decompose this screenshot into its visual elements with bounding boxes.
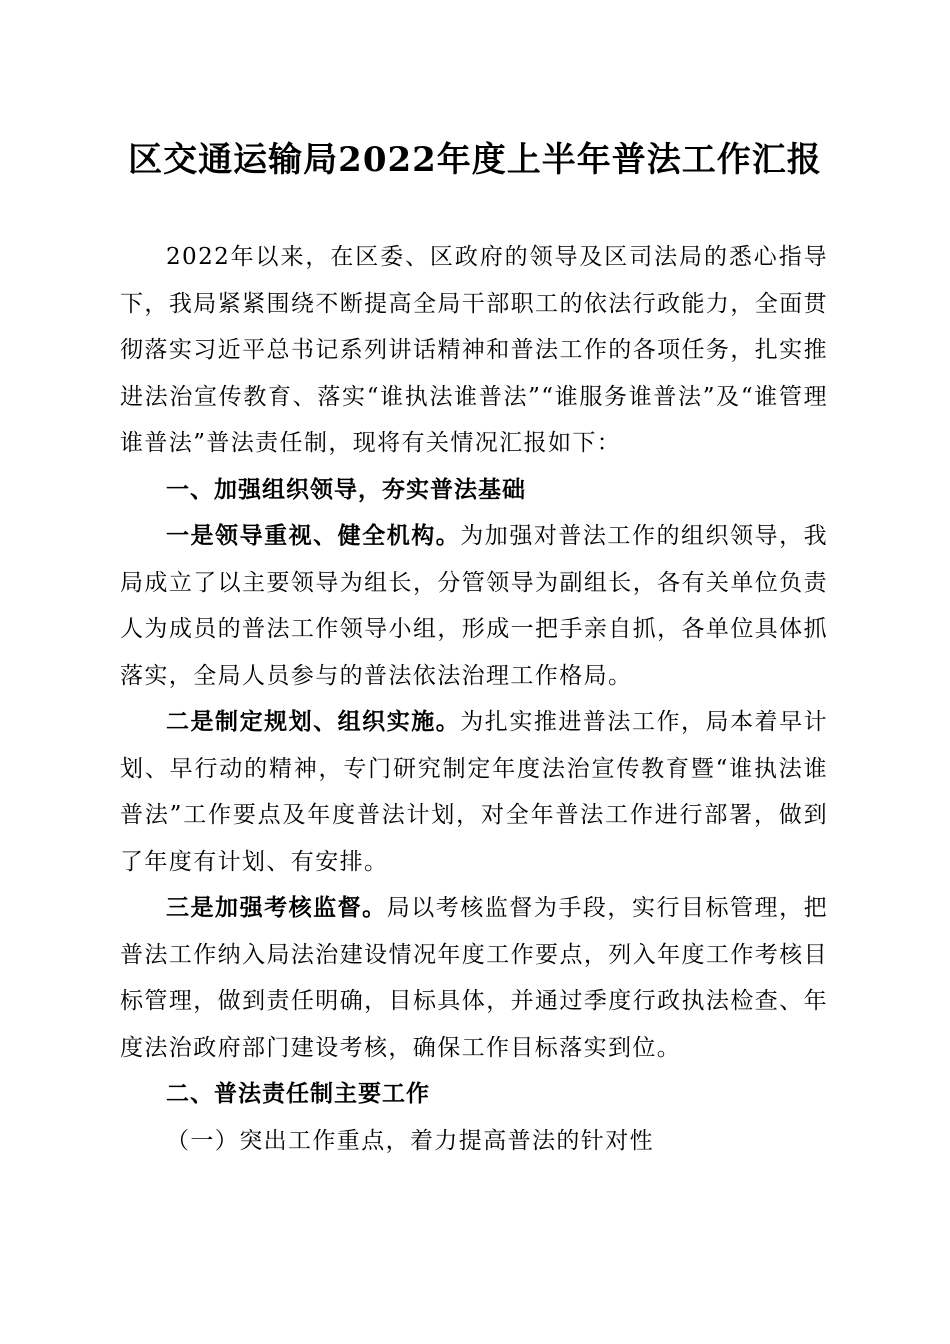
item-2-text: 为扎实推进普法工作，局本着早计划、早行动的精神，专门研究制定年度法治宣传教育暨“谁执法谁普法”工作要点及年度普法计划，对全年普法工作进行部署，做到了年度有计划、有安排。 (120, 709, 828, 875)
section-1-item-1 (120, 513, 828, 699)
item-2-lead: 二是制定规划、组织实施。 (166, 708, 461, 735)
intro-paragraph: 2022年以来，在区委、区政府的领导及区司法局的悉心指导下，我局紧紧围绕不断提高全局干部职工的依法行政能力，全面贯彻落实习近平总书记系列讲话精神和普法工作的各项任务，扎实推进法治宣传教育、落实“谁执法谁普法”“谁服务谁普法”及“谁管理谁普法”普法责任制，现将有关情况汇报如下： (120, 244, 828, 456)
item-3-text: 局以考核监督为手段，实行目标管理，把普法工作纳入局法治建设情况年度工作要点，列入年度工作考核目标管理，做到责任明确，目标具体，并通过季度行政执法检查、年度法治政府部门建设考核，确保工作目标落实到位。 (120, 895, 829, 1061)
document-body (120, 234, 828, 1164)
item-1-text: 为加强对普法工作的组织领导，我局成立了以主要领导为组长，分管领导为副组长，各有关单位负责人为成员的普法工作领导小组，形成一把手亲自抓，各单位具体抓落实，全局人员参与的普法依法治理工作格局。 (120, 523, 828, 689)
item-1-lead: 一是领导重视、健全机构。 (166, 522, 461, 549)
section-2-heading: 二、普法责任制主要工作 (166, 1081, 430, 1107)
document-title: 区交通运输局2022年度上半年普法工作汇报 (128, 140, 822, 180)
section-1-item-3 (120, 885, 828, 1071)
item-3-lead: 三是加强考核监督。 (166, 894, 387, 921)
section-1-heading: 一、加强组织领导，夯实普法基础 (166, 476, 526, 503)
section-1-item-2 (120, 699, 828, 885)
section-2-subheading-1: （一）突出工作重点，着力提高普法的针对性 (166, 1127, 654, 1154)
